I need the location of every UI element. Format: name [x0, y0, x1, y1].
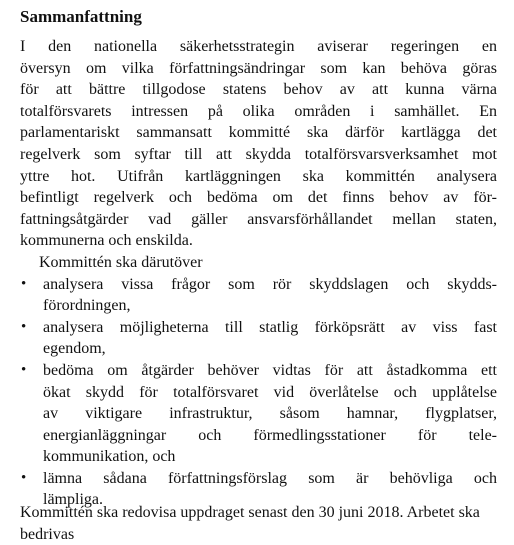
document-page [20, 0, 497, 511]
cut-off-text: Kommittén ska redovisa uppdraget senast den 30 juni 2018. Arbetet ska bedrivas [20, 504, 480, 543]
paragraph-line: I den nationella säkerhetsstrategin aviserar regeringen en [20, 38, 497, 55]
list-item-line: kommunikation, och [43, 448, 176, 466]
list-item-line: av viktigare infrastruktur, såsom hamnar, flygplatser, [43, 405, 497, 423]
paragraph-line: parlamentariskt sammansatt kommitté ska därför kartlägga det [20, 124, 497, 142]
paragraph-line: kommunerna och enskilda. [20, 232, 193, 250]
cut-off-text-line [20, 504, 497, 543]
list-item-line: analysera vissa frågor som rör skyddslagen och skydds- [43, 275, 497, 293]
bullet-icon: • [21, 275, 27, 292]
list-item-line: analysera möjligheterna till statlig förköpsrätt av viss fast [43, 318, 497, 336]
list-item-line: bedöma om åtgärder behöver vidtas för att åstadkomma ett [43, 361, 497, 379]
summary-paragraph [20, 36, 497, 252]
list-item [20, 317, 497, 360]
paragraph-line: befintligt regelverk och bedöma om det finns behov av för- [20, 189, 497, 207]
paragraph-line: yttre hot. Utifrån kartläggningen ska kommittén analysera [20, 167, 497, 185]
section-heading: Sammanfattning [20, 7, 142, 26]
bullet-icon: • [21, 469, 27, 486]
task-list [20, 274, 497, 512]
list-item-line: lämna sådana författningsförslag som är behövliga och [43, 469, 497, 487]
paragraph-line: för att bättre tillgodose statens behov av att kunna värna [20, 81, 497, 99]
list-item [20, 360, 497, 468]
list-item-line: ökat skydd för totalförsvaret vid överlåtelse och upplåtelse [43, 383, 497, 401]
list-item [20, 274, 497, 317]
bullet-icon: • [21, 361, 27, 378]
paragraph-line: översyn om vilka författningsändringar som kan behöva göras [20, 59, 497, 77]
list-item-line: energianläggningar och förmedlingsstationer för tele- [43, 426, 497, 444]
list-intro: Kommittén ska därutöver [39, 253, 203, 271]
paragraph-line: fattningsåtgärder vad gäller ansvarsförhållandet mellan staten, [20, 210, 497, 228]
paragraph-line: totalförsvarets intressen på olika områden i samhället. En [20, 102, 497, 120]
paragraph-line: regelverk som syftar till att skydda totalförsvarsverksamhet mot [20, 145, 497, 163]
list-item-line: egendom, [43, 340, 106, 358]
bullet-icon: • [21, 318, 27, 335]
list-item-line: lämpliga. [43, 491, 103, 509]
list-item-line: förordningen, [43, 297, 131, 315]
